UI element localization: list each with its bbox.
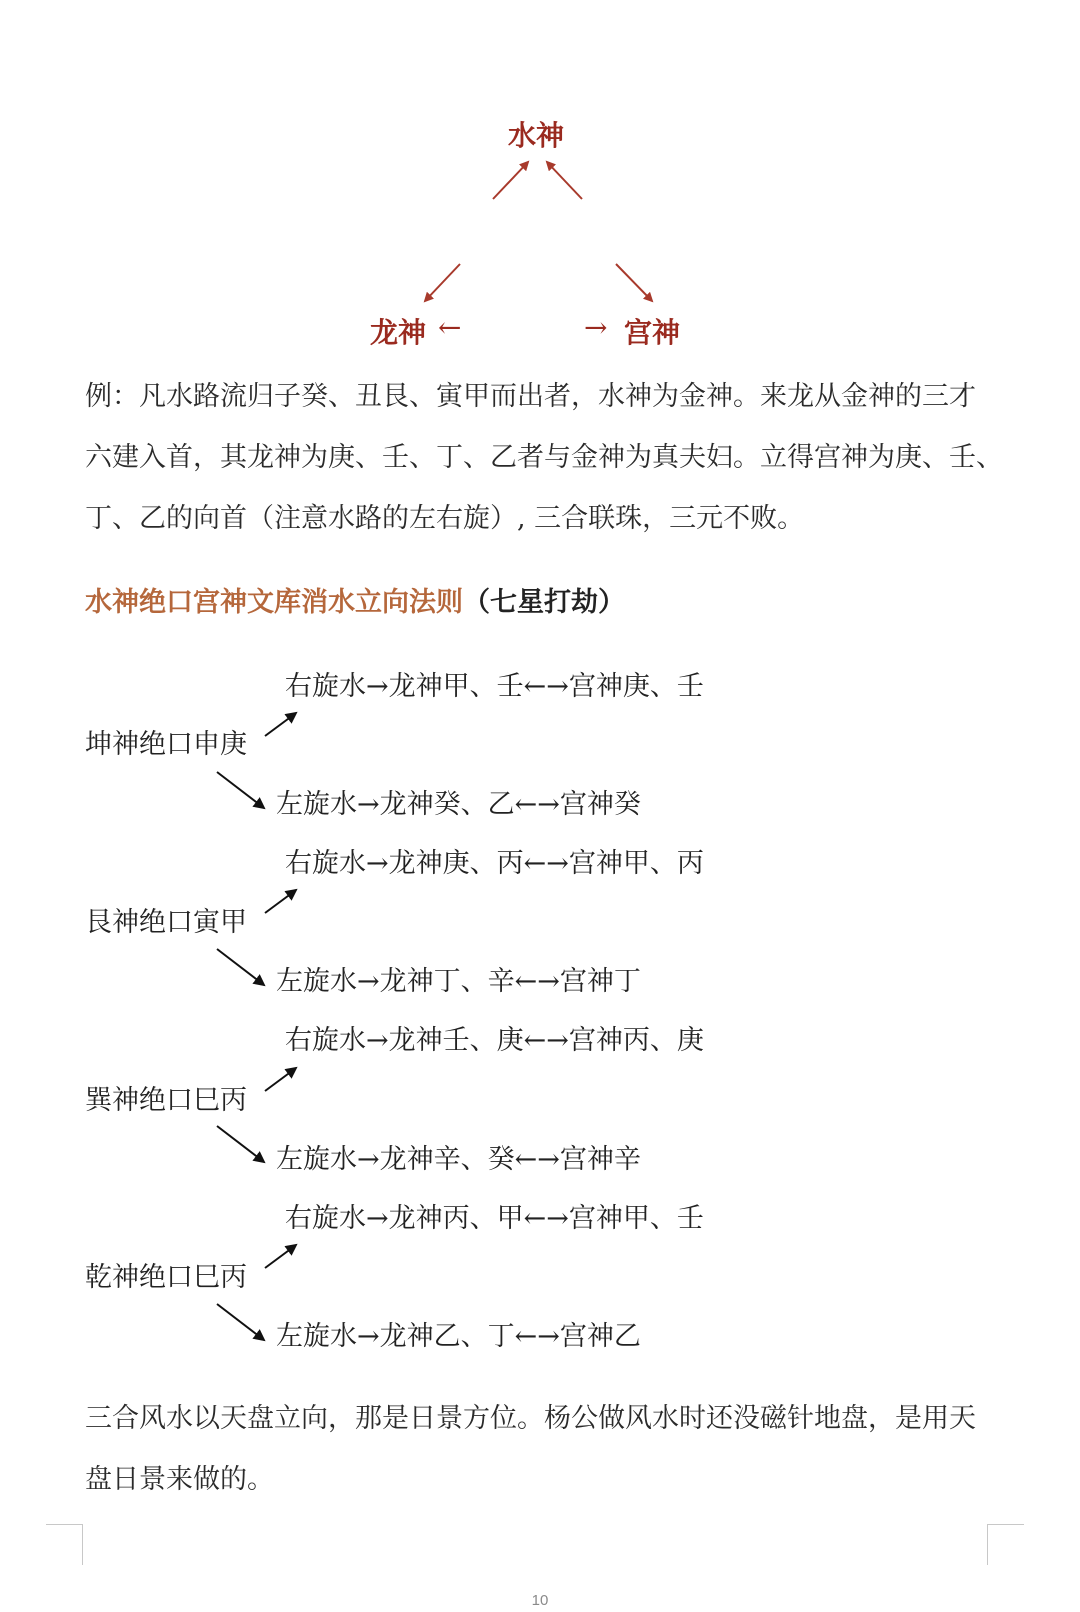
paragraph-line: 三合风水以天盘立向，那是日景方位。杨公做风水时还没磁针地盘，是用天: [85, 1403, 976, 1434]
paragraph-line: 盘日景来做的。: [85, 1464, 274, 1495]
paragraph-line: 丁、乙的向首（注意水路的左右旋）, 三合联珠，三元不败。: [85, 503, 805, 534]
diagram-left-label: 龙神: [370, 316, 427, 349]
paragraph-line: 六建入首，其龙神为庚、壬、丁、乙者与金神为真夫妇。立得宫神为庚、壬、: [85, 442, 1003, 473]
heading-sub: （七星打劫）: [463, 587, 625, 618]
group4-arrow-up: [265, 1245, 296, 1268]
paragraph-intro: [85, 366, 1005, 549]
diagram-arrow-down-left: [425, 264, 460, 301]
group1-left-row: 左旋水→龙神癸、乙←→宫神癸: [276, 789, 641, 820]
group3-label: 巽神绝口巳丙: [85, 1085, 247, 1116]
group2-label: 艮神绝口寅甲: [85, 907, 247, 938]
diagram-left-arrow: ←: [438, 311, 462, 344]
group2-arrow-down: [217, 949, 264, 985]
diagram-right-arrow: →: [584, 311, 608, 344]
diagram-arrow-up-left: [493, 162, 528, 199]
group4-label: 乾神绝口巳丙: [85, 1262, 247, 1293]
paragraph-line: 例：凡水路流归子癸、丑艮、寅甲而出者，水神为金神。来龙从金神的三才: [85, 381, 976, 412]
group3-arrow-up: [265, 1068, 296, 1091]
diagram-top-label: 水神: [508, 119, 565, 152]
page-corner-right: [987, 1524, 1024, 1565]
group4-left-row: 左旋水→龙神乙、丁←→宫神乙: [276, 1321, 641, 1352]
page-corner-left: [46, 1524, 83, 1565]
group3-arrow-down: [217, 1126, 264, 1162]
group3-left-row: 左旋水→龙神辛、癸←→宫神辛: [276, 1144, 641, 1175]
group2-left-row: 左旋水→龙神丁、辛←→宫神丁: [276, 966, 641, 997]
group1-label: 坤神绝口申庚: [85, 729, 247, 760]
group4-right-row: 右旋水→龙神丙、甲←→宫神甲、壬: [285, 1203, 704, 1234]
group3-right-row: 右旋水→龙神壬、庚←→宫神丙、庚: [285, 1025, 704, 1056]
section-heading: [85, 580, 625, 619]
page-number: 10: [531, 1592, 549, 1609]
group2-arrow-up: [265, 890, 296, 913]
group4-arrow-down: [217, 1304, 264, 1340]
diagram-arrow-up-right: [547, 162, 582, 199]
diagram-right-label: 宫神: [624, 316, 681, 349]
paragraph-closing: [85, 1388, 1005, 1510]
group2-right-row: 右旋水→龙神庚、丙←→宫神甲、丙: [285, 848, 704, 879]
heading-main: 水神绝口宫神文库消水立向法则: [85, 587, 463, 618]
group1-arrow-down: [217, 772, 264, 808]
diagram-arrow-down-right: [616, 264, 652, 301]
group1-right-row: 右旋水→龙神甲、壬←→宫神庚、壬: [285, 671, 704, 702]
group1-arrow-up: [265, 713, 296, 736]
